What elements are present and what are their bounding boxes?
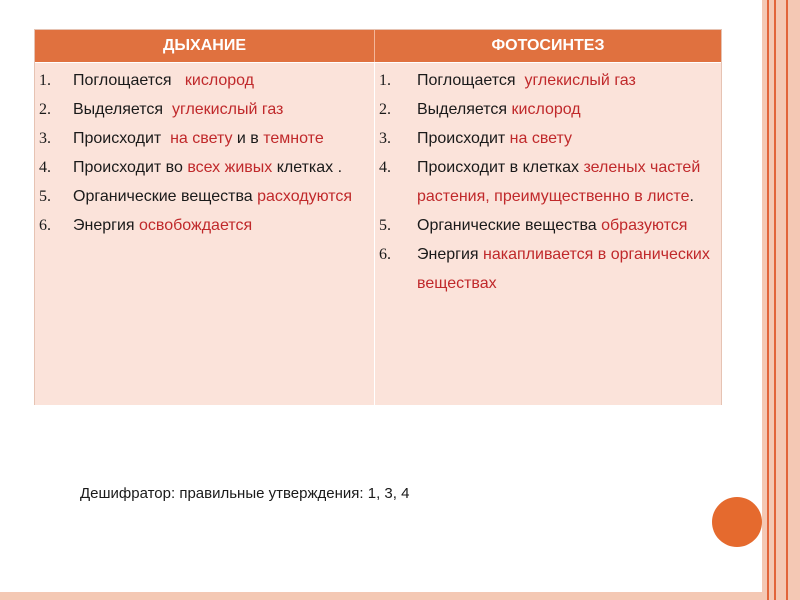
item-text (73, 153, 374, 182)
highlighted-text: всех живых (187, 159, 273, 176)
item-text (73, 95, 374, 124)
plain-text: Происходит в клетках (417, 159, 584, 176)
decorative-line (774, 0, 776, 600)
plain-text: Выделяется (73, 101, 172, 118)
plain-text: Органические вещества (417, 217, 602, 234)
list-item (375, 95, 721, 124)
list-item (375, 66, 721, 95)
item-text (73, 182, 374, 211)
item-number: 2. (379, 101, 391, 118)
item-text (73, 124, 374, 153)
plain-text: Энергия (417, 246, 484, 263)
plain-text: и в (232, 130, 264, 147)
comparison-table (34, 29, 722, 405)
plain-text: Происходит (417, 130, 510, 147)
decorative-line (767, 0, 769, 600)
table-header-row (35, 30, 721, 63)
item-text (417, 240, 721, 298)
item-text (417, 124, 721, 153)
item-number: 6. (379, 246, 391, 263)
list-item (375, 124, 721, 153)
item-text (417, 153, 721, 211)
item-number: 3. (39, 130, 51, 147)
plain-text: Поглощается (73, 72, 185, 89)
header-photosynthesis: ФОТОСИНТЕЗ (491, 37, 605, 54)
highlighted-text: углекислый газ (524, 72, 636, 89)
item-text (417, 66, 721, 95)
table-body (35, 63, 721, 405)
item-number: 4. (379, 159, 391, 176)
item-number: 5. (379, 217, 391, 234)
highlighted-text: зеленых частей растения, преимущественно в листе (417, 159, 705, 205)
item-number: 1. (39, 72, 51, 89)
item-number: 1. (379, 72, 391, 89)
list-item (35, 66, 374, 95)
plain-text: . (689, 188, 694, 205)
highlighted-text: на свету (509, 130, 573, 147)
highlighted-text: накапливается в органических веществах (417, 246, 715, 292)
highlighted-text: темноте (263, 130, 324, 147)
item-number: 4. (39, 159, 51, 176)
decorative-bottom-band (0, 592, 762, 600)
plain-text: Энергия (73, 217, 140, 234)
respiration-list (35, 66, 374, 240)
list-item (35, 124, 374, 153)
list-item (375, 211, 721, 240)
highlighted-text: освобождается (139, 217, 253, 234)
list-item (35, 95, 374, 124)
item-text (73, 211, 374, 240)
list-item (35, 182, 374, 211)
highlighted-text: образуются (601, 217, 688, 234)
photosynthesis-list (375, 66, 721, 298)
item-number: 3. (379, 130, 391, 147)
highlighted-text: углекислый газ (171, 101, 284, 118)
decorative-circle (712, 497, 762, 547)
item-text (417, 211, 721, 240)
plain-text: Выделяется (417, 101, 512, 118)
item-number: 5. (39, 188, 51, 205)
decorative-line (786, 0, 788, 600)
item-number: 6. (39, 217, 51, 234)
header-respiration: ДЫХАНИЕ (35, 30, 375, 62)
plain-text: Органические вещества (73, 188, 258, 205)
highlighted-text: кислород (511, 101, 581, 118)
item-text (73, 66, 374, 95)
highlighted-text: расходуются (257, 188, 353, 205)
photosynthesis-column (375, 63, 721, 405)
list-item (375, 240, 721, 298)
plain-text: клетках . (272, 159, 343, 176)
respiration-column (35, 63, 375, 405)
plain-text: Происходит (73, 130, 171, 147)
decorative-right-band (762, 0, 800, 600)
plain-text: Поглощается (417, 72, 525, 89)
highlighted-text: кислород (184, 72, 255, 89)
list-item (375, 153, 721, 211)
list-item (35, 211, 374, 240)
list-item (35, 153, 374, 182)
decipher-note: Дешифратор: правильные утверждения: 1, 3, 4 (80, 485, 410, 502)
highlighted-text: на свету (170, 130, 233, 147)
plain-text: Происходит во (73, 159, 188, 176)
item-text (417, 95, 721, 124)
item-number: 2. (39, 101, 51, 118)
